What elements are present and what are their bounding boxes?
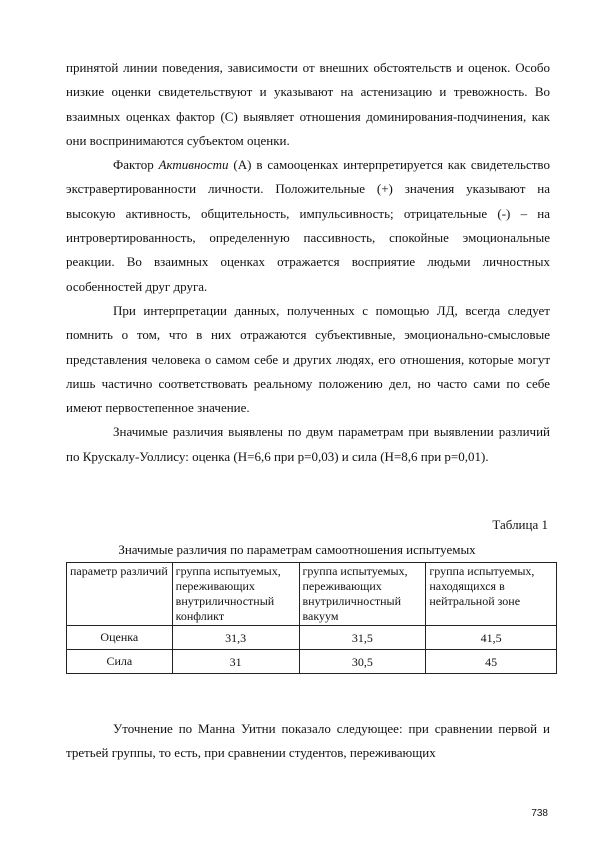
table-row xyxy=(67,650,557,674)
body-text-top xyxy=(66,56,550,469)
table-cell: 30,5 xyxy=(299,650,426,674)
table-cell: 31,3 xyxy=(172,626,299,650)
paragraph-2-start: Фактор xyxy=(113,157,159,173)
paragraph-2 xyxy=(66,153,550,299)
table-cell: 45 xyxy=(426,650,557,674)
header-parameter: параметр различий xyxy=(67,563,173,626)
paragraph-5: Уточнение по Манна Уитни показало следующее: при сравнении первой и третьей группы, то есть, при сравнении студентов, переживающих xyxy=(66,721,550,761)
paragraph-2-term: Активности xyxy=(158,157,229,173)
table-caption: Значимые различия по параметрам самоотношения испытуемых xyxy=(118,542,476,557)
header-conflict-group: группа испытуемых, переживающих внутриличностный конфликт xyxy=(172,563,299,626)
table-cell: 41,5 xyxy=(426,626,557,650)
table-row xyxy=(67,626,557,650)
header-neutral-group: группа испытуемых, находящихся в нейтральной зоне xyxy=(426,563,557,626)
paragraph-4: Значимые различия выявлены по двум параметрам при выявлении различий по Крускалу-Уоллису: оценка (Н=6,6 при р=0,03) и сила (Н=8,6 при р=0,01). xyxy=(66,424,550,464)
body-text-bottom xyxy=(66,717,550,766)
results-table xyxy=(66,562,557,674)
paragraph-2-rest: (А) в самооценках интерпретируется как свидетельство экстравертированности личности. Положительные (+) значения указывают на высокую активность, общительность, импульсивность; отрицательные (-) – на интровертированность, определенную пассивность, спокойные эмоциональные реакции. Во взаимных оценках отражается восприятие людьми личностных особенностей друг друга. xyxy=(66,157,550,294)
row-label: Сила xyxy=(67,650,173,674)
row-label: Оценка xyxy=(67,626,173,650)
table-header-row xyxy=(67,563,557,626)
page-number: 738 xyxy=(531,808,548,819)
header-vacuum-group: группа испытуемых, переживающих внутриличностный вакуум xyxy=(299,563,426,626)
table-cell: 31 xyxy=(172,650,299,674)
paragraph-1: принятой линии поведения, зависимости от внешних обстоятельств и оценок. Особо низкие оценки свидетельствуют и указывают на астенизацию и тревожность. Во взаимных оценках фактор (С) выявляет отношения доминирования-подчинения, как они воспринимаются субъектом оценки. xyxy=(66,60,550,148)
table-cell: 31,5 xyxy=(299,626,426,650)
paragraph-3: При интерпретации данных, полученных с помощью ЛД, всегда следует помнить о том, что в них отражаются субъективные, эмоционально-смысловые представления человека о самом себе и других людях, его отношения, которые могут лишь частично соответствовать реальному положению дел, но часто сами по себе имеют первостепенное значение. xyxy=(66,302,550,416)
table-label: Таблица 1 xyxy=(492,517,548,532)
